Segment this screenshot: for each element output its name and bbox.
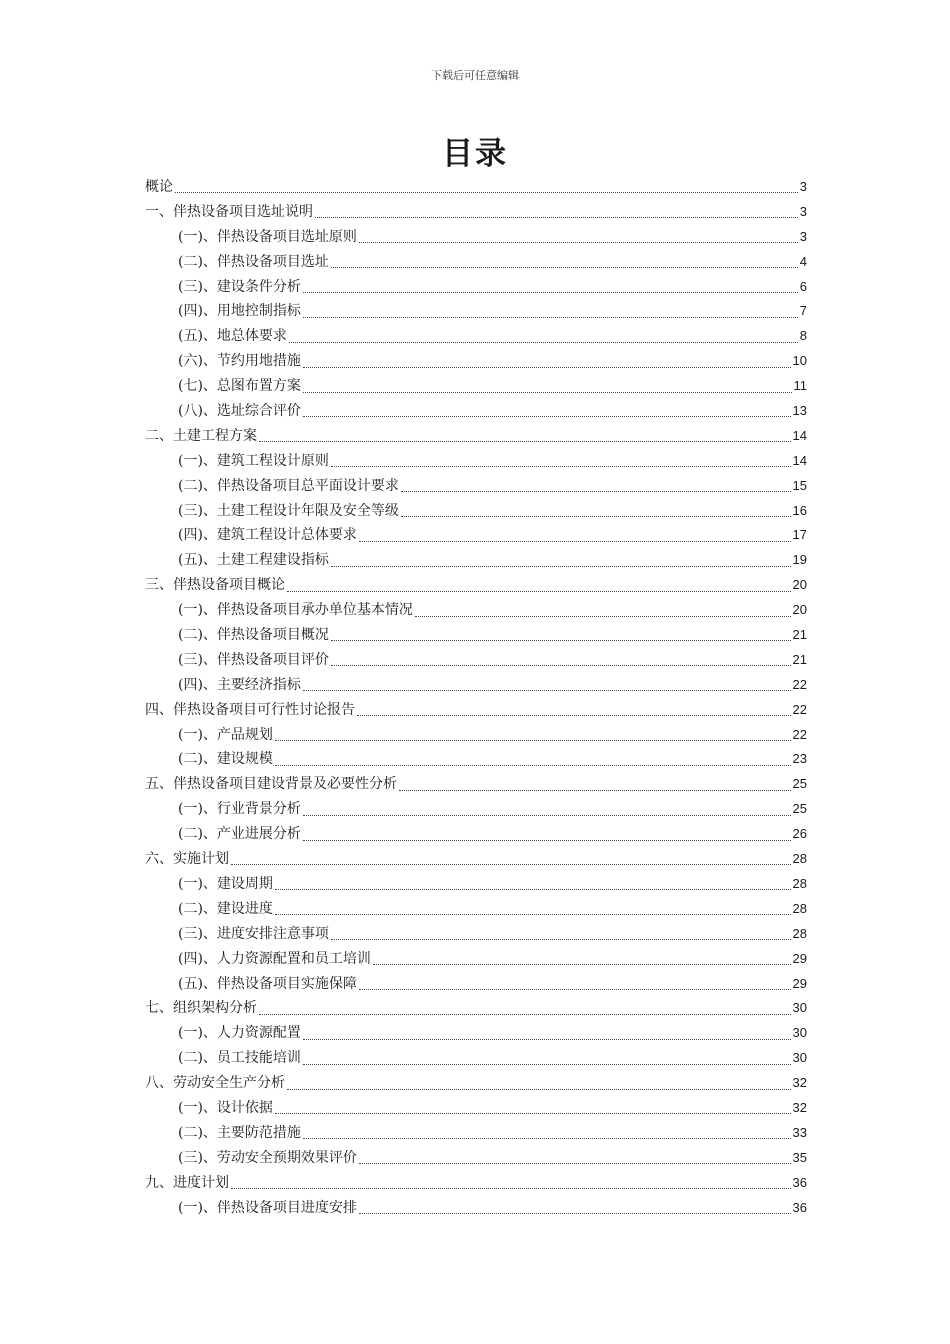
toc-dot-leader <box>231 1187 791 1189</box>
toc-entry-page: 32 <box>792 1099 807 1115</box>
toc-dot-leader <box>287 590 791 592</box>
toc-entry[interactable] <box>145 175 807 200</box>
toc-entry-page: 36 <box>792 1199 807 1215</box>
toc-entry-page: 30 <box>792 1000 807 1016</box>
toc-entry[interactable] <box>145 523 807 548</box>
toc-entry-label: (二)、员工技能培训 <box>178 1050 301 1067</box>
toc-entry-label: (一)、建设周期 <box>178 875 273 892</box>
toc-entry-page: 19 <box>792 552 807 568</box>
toc-entry-label: (三)、进度安排注意事项 <box>178 925 329 942</box>
toc-dot-leader <box>357 714 791 716</box>
toc-entry-page: 20 <box>792 577 807 593</box>
toc-entry-page: 3 <box>799 179 807 194</box>
toc-dot-leader <box>315 216 798 218</box>
toc-dot-leader <box>303 1038 791 1040</box>
toc-entry-page: 22 <box>792 726 807 742</box>
toc-entry[interactable] <box>145 200 807 225</box>
toc-entry[interactable] <box>145 1021 807 1046</box>
toc-entry-label: (二)、伴热设备项目选址 <box>178 253 329 270</box>
toc-entry-page: 29 <box>792 950 807 966</box>
toc-entry-page: 8 <box>799 328 807 344</box>
toc-entry-page: 26 <box>792 826 807 842</box>
toc-entry-page: 16 <box>792 502 807 518</box>
toc-entry-label: 三、伴热设备项目概论 <box>145 577 285 594</box>
toc-entry-page: 30 <box>792 1050 807 1066</box>
toc-entry-page: 21 <box>792 627 807 643</box>
toc-entry-label: (三)、土建工程设计年限及安全等级 <box>178 502 399 519</box>
toc-entry[interactable] <box>145 972 807 997</box>
toc-entry-page: 13 <box>792 403 807 419</box>
toc-entry-page: 15 <box>792 477 807 493</box>
toc-entry-label: (一)、设计依据 <box>178 1099 273 1116</box>
toc-entry-page: 22 <box>792 676 807 692</box>
toc-entry[interactable] <box>145 922 807 947</box>
toc-entry-page: 6 <box>799 278 807 294</box>
toc-dot-leader <box>303 316 798 318</box>
toc-entry-label: (二)、建设进度 <box>178 900 273 917</box>
toc-entry-page: 30 <box>792 1025 807 1041</box>
toc-entry[interactable] <box>145 424 807 449</box>
toc-dot-leader <box>373 963 791 965</box>
toc-entry-label: (一)、行业背景分析 <box>178 801 301 818</box>
toc-entry[interactable] <box>145 374 807 399</box>
toc-entry[interactable] <box>145 1146 807 1171</box>
toc-entry-label: 九、进度计划 <box>145 1174 229 1191</box>
toc-dot-leader <box>331 465 791 467</box>
toc-entry[interactable] <box>145 1096 807 1121</box>
toc-dot-leader <box>287 1088 791 1090</box>
toc-entry[interactable] <box>145 723 807 748</box>
toc-entry-label: (六)、节约用地措施 <box>178 353 301 370</box>
toc-entry-label: (四)、人力资源配置和员工培训 <box>178 950 371 967</box>
toc-dot-leader <box>303 814 791 816</box>
toc-entry[interactable] <box>145 349 807 374</box>
toc-entry-label: (二)、伴热设备项目概况 <box>178 627 329 644</box>
toc-dot-leader <box>331 938 791 940</box>
toc-entry[interactable] <box>145 1071 807 1096</box>
toc-entry-label: 五、伴热设备项目建设背景及必要性分析 <box>145 776 397 793</box>
toc-dot-leader <box>303 689 791 691</box>
toc-entry-label: (二)、产业进展分析 <box>178 826 301 843</box>
toc-entry-label: (四)、用地控制指标 <box>178 303 301 320</box>
toc-entry-page: 25 <box>792 801 807 817</box>
toc-entry[interactable] <box>145 1171 807 1196</box>
toc-entry[interactable] <box>145 698 807 723</box>
toc-entry-page: 14 <box>792 427 807 443</box>
toc-entry[interactable] <box>145 872 807 897</box>
toc-entry-page: 25 <box>792 776 807 792</box>
toc-entry-label: (二)、伴热设备项目总平面设计要求 <box>178 477 399 494</box>
toc-entry-label: 一、伴热设备项目选址说明 <box>145 203 313 220</box>
toc-dot-leader <box>303 1137 791 1139</box>
toc-dot-leader <box>303 291 798 293</box>
toc-dot-leader <box>303 391 792 393</box>
toc-title: 目录 <box>442 136 508 172</box>
toc-entry-page: 36 <box>792 1174 807 1190</box>
toc-entry[interactable] <box>145 399 807 424</box>
toc-entry[interactable] <box>145 897 807 922</box>
toc-dot-leader <box>401 490 791 492</box>
toc-dot-leader <box>303 415 791 417</box>
toc-dot-leader <box>275 764 791 766</box>
toc-entry-page: 21 <box>792 651 807 667</box>
toc-entry[interactable] <box>145 474 807 499</box>
toc-entry-label: 六、实施计划 <box>145 851 229 868</box>
toc-entry[interactable] <box>145 673 807 698</box>
toc-dot-leader <box>259 440 791 442</box>
toc-dot-leader <box>275 739 791 741</box>
toc-entry[interactable] <box>145 275 807 300</box>
toc-entry[interactable] <box>145 947 807 972</box>
toc-dot-leader <box>289 341 798 343</box>
toc-entry-label: 八、劳动安全生产分析 <box>145 1075 285 1092</box>
toc-entry-page: 14 <box>792 452 807 468</box>
toc-entry[interactable] <box>145 1046 807 1071</box>
toc-entry[interactable] <box>145 797 807 822</box>
toc-dot-leader <box>331 664 791 666</box>
toc-entry-label: 概论 <box>145 179 173 195</box>
toc-entry-page: 28 <box>792 851 807 867</box>
toc-dot-leader <box>359 1212 791 1214</box>
toc-entry[interactable] <box>145 548 807 573</box>
toc-entry[interactable] <box>145 847 807 872</box>
toc-dot-leader <box>275 888 791 890</box>
toc-entry-label: (五)、土建工程建设指标 <box>178 552 329 569</box>
toc-dot-leader <box>331 639 791 641</box>
toc-entry-page: 33 <box>792 1124 807 1140</box>
toc-entry-label: (七)、总图布置方案 <box>178 378 301 395</box>
toc-entry[interactable] <box>145 299 807 324</box>
toc-entry-label: (八)、选址综合评价 <box>178 403 301 420</box>
toc-dot-leader <box>331 565 791 567</box>
toc-entry-label: (一)、伴热设备项目选址原则 <box>178 228 357 245</box>
toc-entry-page: 17 <box>792 527 807 543</box>
toc-entry-page: 28 <box>792 925 807 941</box>
toc-entry-label: (四)、建筑工程设计总体要求 <box>178 527 357 544</box>
toc-entry[interactable] <box>145 250 807 275</box>
toc-entry-page: 28 <box>792 900 807 916</box>
toc-dot-leader <box>275 913 791 915</box>
toc-entry-page: 3 <box>799 203 807 219</box>
toc-entry-label: (一)、建筑工程设计原则 <box>178 452 329 469</box>
toc-dot-leader <box>399 789 791 791</box>
toc-entry[interactable] <box>145 324 807 349</box>
toc-dot-leader <box>303 366 791 368</box>
header-note: 下载后可任意编辑 <box>431 69 519 82</box>
toc-entry-label: (五)、伴热设备项目实施保障 <box>178 975 357 992</box>
toc-dot-leader <box>259 1013 791 1015</box>
toc-entry[interactable] <box>145 623 807 648</box>
toc-entry[interactable] <box>145 1121 807 1146</box>
toc-entry[interactable] <box>145 648 807 673</box>
toc-entry-page: 7 <box>799 303 807 319</box>
toc-entry-label: (四)、主要经济指标 <box>178 676 301 693</box>
toc-entry[interactable] <box>145 598 807 623</box>
toc-dot-leader <box>359 241 798 243</box>
toc-entry-label: (三)、伴热设备项目评价 <box>178 651 329 668</box>
toc-entry[interactable] <box>145 225 807 250</box>
toc-entry-label: (一)、伴热设备项目承办单位基本情况 <box>178 602 413 619</box>
toc-entry-page: 10 <box>792 353 807 369</box>
toc-entry[interactable] <box>145 747 807 772</box>
toc-entry-label: (三)、劳动安全预期效果评价 <box>178 1149 357 1166</box>
toc-entry-page: 28 <box>792 875 807 891</box>
toc-entry-label: 二、土建工程方案 <box>145 427 257 444</box>
toc-entry-page: 32 <box>792 1075 807 1091</box>
toc-dot-leader <box>359 988 791 990</box>
toc-entry-label: 七、组织架构分析 <box>145 1000 257 1017</box>
toc-dot-leader <box>303 839 791 841</box>
toc-entry-label: (一)、产品规划 <box>178 726 273 743</box>
toc-list <box>145 175 807 1220</box>
toc-entry[interactable] <box>145 1196 807 1221</box>
toc-entry-page: 4 <box>799 253 807 269</box>
toc-entry-label: (一)、人力资源配置 <box>178 1025 301 1042</box>
toc-entry-label: (二)、建设规模 <box>178 751 273 768</box>
toc-entry[interactable] <box>145 772 807 797</box>
toc-entry-page: 11 <box>793 378 807 394</box>
toc-entry-label: (五)、地总体要求 <box>178 328 287 345</box>
toc-dot-leader <box>331 266 798 268</box>
toc-dot-leader <box>401 515 791 517</box>
toc-dot-leader <box>303 1063 791 1065</box>
toc-entry-label: 四、伴热设备项目可行性讨论报告 <box>145 701 355 718</box>
toc-entry-page: 29 <box>792 975 807 991</box>
toc-entry[interactable] <box>145 996 807 1021</box>
toc-entry-label: (一)、伴热设备项目进度安排 <box>178 1199 357 1216</box>
toc-dot-leader <box>175 191 798 193</box>
toc-entry-page: 35 <box>792 1149 807 1165</box>
toc-dot-leader <box>231 863 791 865</box>
toc-entry-page: 22 <box>792 701 807 717</box>
toc-entry-label: (二)、主要防范措施 <box>178 1124 301 1141</box>
toc-entry[interactable] <box>145 449 807 474</box>
toc-dot-leader <box>359 1162 791 1164</box>
toc-entry-label: (三)、建设条件分析 <box>178 278 301 295</box>
toc-entry[interactable] <box>145 499 807 524</box>
toc-entry-page: 23 <box>792 751 807 767</box>
toc-entry-page: 20 <box>792 602 807 618</box>
toc-dot-leader <box>415 615 791 617</box>
toc-entry[interactable] <box>145 573 807 598</box>
toc-entry[interactable] <box>145 822 807 847</box>
toc-entry-page: 3 <box>799 228 807 244</box>
toc-dot-leader <box>359 540 791 542</box>
toc-dot-leader <box>275 1112 791 1114</box>
